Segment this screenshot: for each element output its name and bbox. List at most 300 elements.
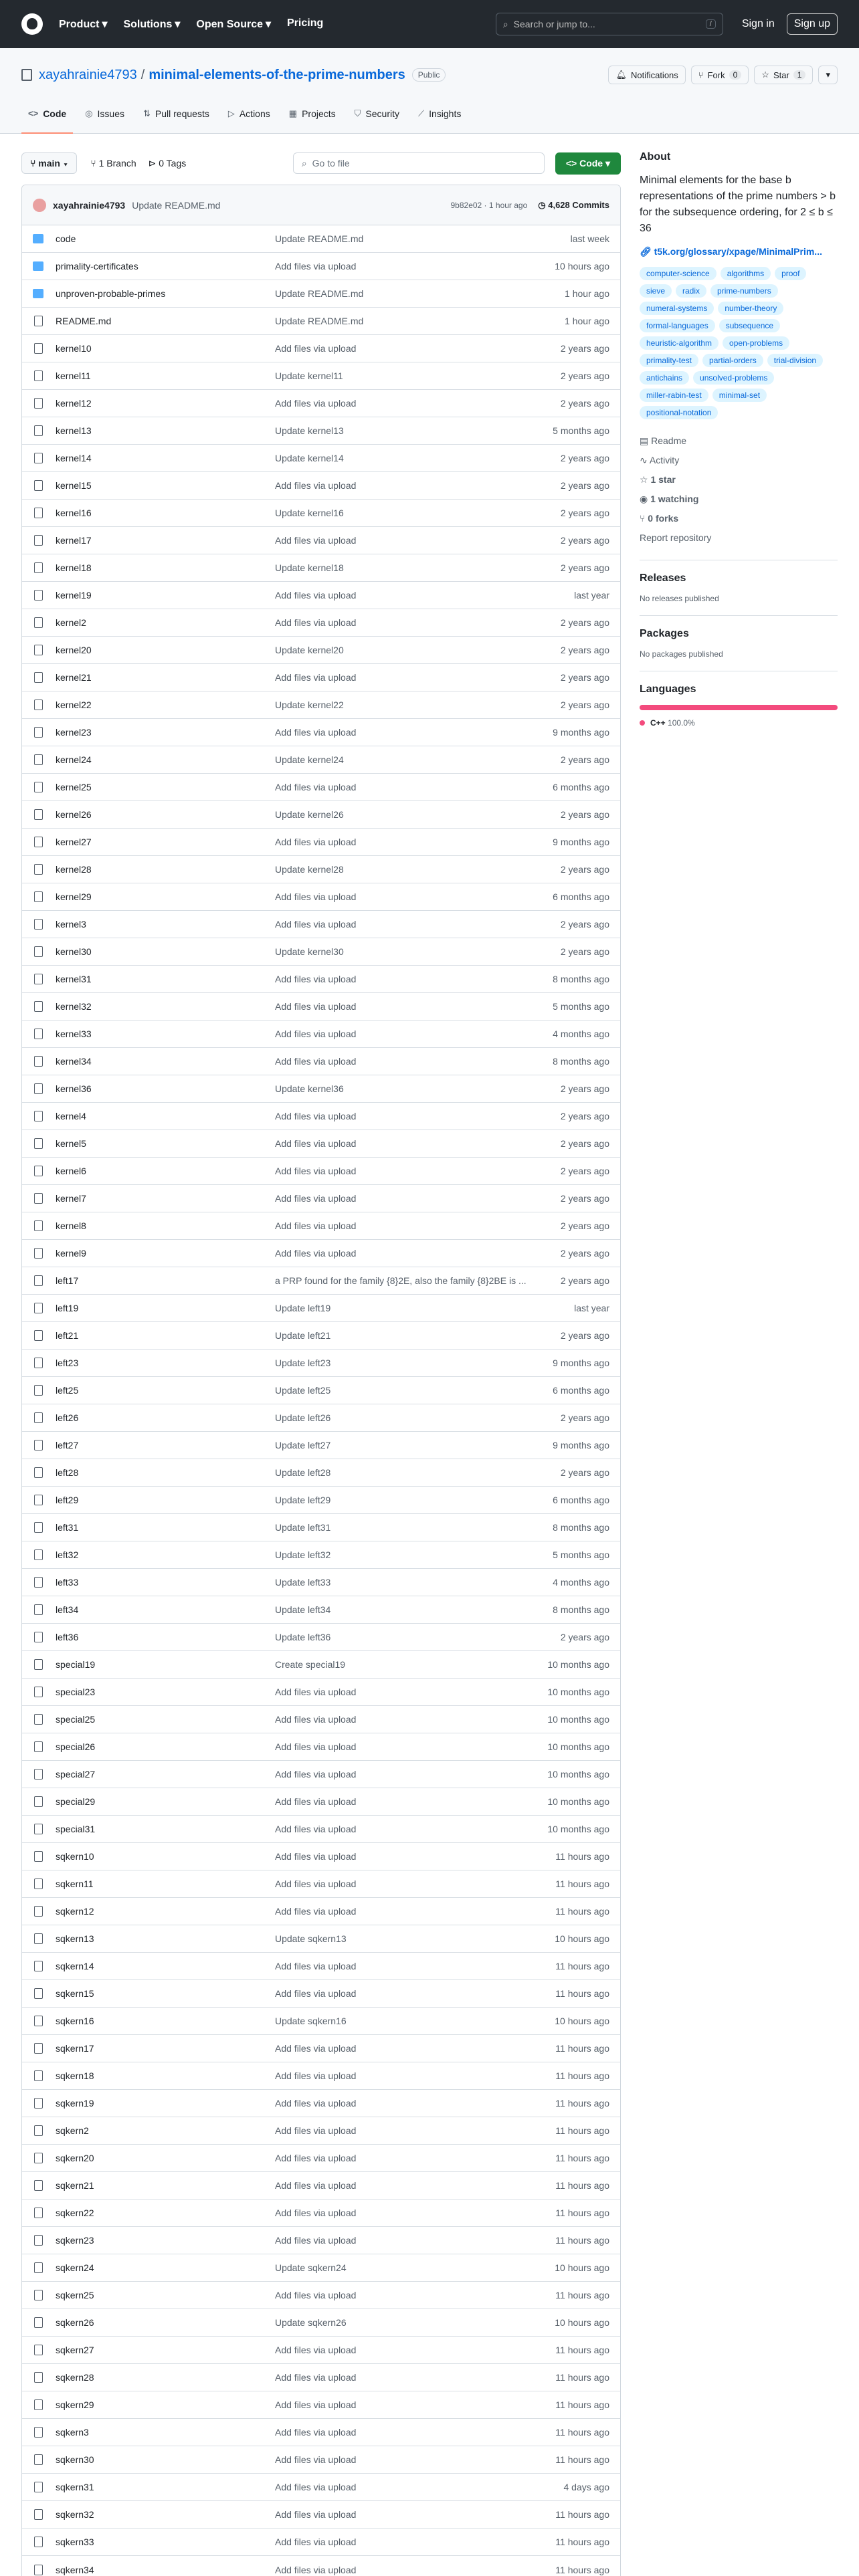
topic-tag[interactable]: formal-languages: [640, 319, 715, 332]
file-name-link[interactable]: kernel20: [56, 645, 92, 655]
file-commit-message[interactable]: Update sqkern13: [275, 1933, 347, 1944]
file-commit-message[interactable]: Add files via upload: [275, 1741, 357, 1752]
table-row[interactable]: [22, 1679, 620, 1706]
file-commit-message[interactable]: Add files via upload: [275, 891, 357, 902]
repo-name-link[interactable]: minimal-elements-of-the-prime-numbers: [149, 67, 405, 82]
file-name-link[interactable]: kernel18: [56, 562, 92, 573]
commit-message[interactable]: Update README.md: [132, 199, 221, 211]
table-row[interactable]: [22, 500, 620, 527]
file-commit-message[interactable]: Add files via upload: [275, 2454, 357, 2465]
file-name-link[interactable]: kernel26: [56, 809, 92, 820]
file-name-link[interactable]: kernel7: [56, 1193, 86, 1204]
topic-tag[interactable]: open-problems: [723, 336, 789, 350]
file-name-link[interactable]: primality-certificates: [56, 261, 138, 272]
file-name-link[interactable]: kernel31: [56, 974, 92, 984]
file-name-link[interactable]: special23: [56, 1687, 96, 1697]
file-commit-message[interactable]: Update kernel28: [275, 864, 344, 875]
file-name-link[interactable]: kernel15: [56, 480, 92, 491]
file-name-link[interactable]: sqkern20: [56, 2153, 94, 2163]
table-row[interactable]: [22, 1651, 620, 1679]
table-row[interactable]: [22, 1843, 620, 1870]
tab-insights[interactable]: [411, 104, 468, 134]
file-commit-message[interactable]: Update README.md: [275, 316, 364, 326]
file-commit-message[interactable]: Add files via upload: [275, 2098, 357, 2109]
nav-open-source[interactable]: [196, 17, 271, 31]
topic-tag[interactable]: numeral-systems: [640, 302, 714, 315]
file-name-link[interactable]: unproven-probable-primes: [56, 288, 166, 299]
table-row[interactable]: [22, 2254, 620, 2282]
topic-tag[interactable]: trial-division: [767, 354, 823, 367]
file-name-link[interactable]: sqkern16: [56, 2016, 94, 2026]
file-commit-message[interactable]: Add files via upload: [275, 398, 357, 409]
table-row[interactable]: [22, 856, 620, 883]
tab-actions[interactable]: [221, 104, 277, 134]
file-commit-message[interactable]: Add files via upload: [275, 1879, 357, 1889]
file-name-link[interactable]: special29: [56, 1796, 96, 1807]
table-row[interactable]: [22, 2117, 620, 2145]
report-repository-link[interactable]: Report repository: [640, 532, 712, 543]
table-row[interactable]: [22, 2474, 620, 2501]
file-name-link[interactable]: kernel23: [56, 727, 92, 738]
file-commit-message[interactable]: Add files via upload: [275, 974, 357, 984]
repo-owner-link[interactable]: xayahrainie4793: [39, 67, 137, 82]
file-name-link[interactable]: left32: [56, 1549, 79, 1560]
table-row[interactable]: [22, 1953, 620, 1980]
table-row[interactable]: [22, 335, 620, 362]
file-name-link[interactable]: kernel4: [56, 1111, 86, 1121]
file-commit-message[interactable]: Update left25: [275, 1385, 331, 1396]
table-row[interactable]: [22, 1185, 620, 1212]
topic-tag[interactable]: positional-notation: [640, 406, 718, 419]
topic-tag[interactable]: proof: [775, 267, 806, 280]
file-commit-message[interactable]: Add files via upload: [275, 2043, 357, 2054]
file-name-link[interactable]: kernel19: [56, 590, 92, 601]
file-commit-message[interactable]: Update kernel11: [275, 370, 343, 381]
table-row[interactable]: [22, 2035, 620, 2062]
table-row[interactable]: [22, 2227, 620, 2254]
file-name-link[interactable]: left17: [56, 1275, 79, 1286]
table-row[interactable]: [22, 1487, 620, 1514]
file-name-link[interactable]: left25: [56, 1385, 79, 1396]
file-commit-message[interactable]: Add files via upload: [275, 1193, 357, 1204]
table-row[interactable]: [22, 1706, 620, 1733]
nav-product[interactable]: [59, 17, 107, 31]
table-row[interactable]: [22, 1980, 620, 2008]
file-name-link[interactable]: kernel36: [56, 1083, 92, 1094]
file-commit-message[interactable]: Add files via upload: [275, 2427, 357, 2438]
file-name-link[interactable]: sqkern11: [56, 1879, 94, 1889]
file-commit-message[interactable]: Update README.md: [275, 233, 364, 244]
file-name-link[interactable]: sqkern25: [56, 2290, 94, 2300]
file-commit-message[interactable]: Add files via upload: [275, 1248, 357, 1259]
file-commit-message[interactable]: Update kernel26: [275, 809, 344, 820]
file-commit-message[interactable]: Add files via upload: [275, 1056, 357, 1067]
file-name-link[interactable]: sqkern31: [56, 2482, 94, 2492]
table-row[interactable]: [22, 1130, 620, 1158]
topic-tag[interactable]: sieve: [640, 284, 672, 298]
stars-link[interactable]: [640, 470, 838, 490]
readme-link[interactable]: [640, 431, 838, 451]
branches-link[interactable]: [90, 158, 136, 169]
tab-security[interactable]: [348, 104, 406, 134]
table-row[interactable]: [22, 1048, 620, 1075]
table-row[interactable]: [22, 801, 620, 829]
fork-button[interactable]: [691, 66, 749, 84]
file-commit-message[interactable]: Update kernel30: [275, 946, 344, 957]
file-name-link[interactable]: sqkern29: [56, 2399, 94, 2410]
file-name-link[interactable]: kernel17: [56, 535, 92, 546]
file-commit-message[interactable]: Add files via upload: [275, 1851, 357, 1862]
table-row[interactable]: [22, 746, 620, 774]
table-row[interactable]: [22, 253, 620, 280]
table-row[interactable]: [22, 1103, 620, 1130]
file-commit-message[interactable]: Create special19: [275, 1659, 346, 1670]
file-commit-message[interactable]: Add files via upload: [275, 1714, 357, 1725]
table-row[interactable]: [22, 2446, 620, 2474]
table-row[interactable]: [22, 637, 620, 664]
table-row[interactable]: [22, 993, 620, 1021]
table-row[interactable]: [22, 911, 620, 938]
file-commit-message[interactable]: Add files via upload: [275, 1220, 357, 1231]
file-name-link[interactable]: sqkern28: [56, 2372, 94, 2383]
file-commit-message[interactable]: Add files via upload: [275, 1001, 357, 1012]
file-name-link[interactable]: kernel10: [56, 343, 92, 354]
topic-tag[interactable]: computer-science: [640, 267, 717, 280]
github-logo-icon[interactable]: [21, 13, 43, 35]
topic-tag[interactable]: number-theory: [718, 302, 783, 315]
file-name-link[interactable]: sqkern2: [56, 2125, 89, 2136]
table-row[interactable]: [22, 1816, 620, 1843]
file-name-link[interactable]: kernel32: [56, 1001, 92, 1012]
file-commit-message[interactable]: Update left33: [275, 1577, 331, 1588]
file-commit-message[interactable]: Add files via upload: [275, 1988, 357, 1999]
file-name-link[interactable]: sqkern27: [56, 2345, 94, 2355]
file-commit-message[interactable]: Add files via upload: [275, 1687, 357, 1697]
file-name-link[interactable]: sqkern34: [56, 2564, 94, 2575]
table-row[interactable]: [22, 2364, 620, 2391]
file-commit-message[interactable]: Add files via upload: [275, 480, 357, 491]
topic-tag[interactable]: radix: [676, 284, 706, 298]
file-name-link[interactable]: sqkern14: [56, 1961, 94, 1971]
table-row[interactable]: [22, 1322, 620, 1350]
table-row[interactable]: [22, 362, 620, 390]
file-name-link[interactable]: special25: [56, 1714, 96, 1725]
nav-pricing[interactable]: Pricing: [287, 17, 324, 29]
table-row[interactable]: [22, 1158, 620, 1185]
forks-link[interactable]: [640, 509, 838, 528]
table-row[interactable]: [22, 2391, 620, 2419]
file-commit-message[interactable]: Add files via upload: [275, 343, 357, 354]
file-commit-message[interactable]: Add files via upload: [275, 2564, 357, 2575]
file-name-link[interactable]: kernel25: [56, 782, 92, 792]
file-name-link[interactable]: sqkern17: [56, 2043, 94, 2054]
file-name-link[interactable]: left26: [56, 1412, 79, 1423]
file-commit-message[interactable]: Add files via upload: [275, 2345, 357, 2355]
table-row[interactable]: [22, 2090, 620, 2117]
file-commit-message[interactable]: Update sqkern16: [275, 2016, 347, 2026]
table-row[interactable]: [22, 1350, 620, 1377]
table-row[interactable]: [22, 691, 620, 719]
file-commit-message[interactable]: Update left26: [275, 1412, 331, 1423]
file-name-link[interactable]: left29: [56, 1495, 79, 1505]
table-row[interactable]: [22, 883, 620, 911]
tab-issues[interactable]: [78, 104, 131, 134]
sign-up-button[interactable]: Sign up: [787, 13, 838, 35]
file-commit-message[interactable]: Update kernel16: [275, 508, 344, 518]
file-name-link[interactable]: left19: [56, 1303, 79, 1313]
table-row[interactable]: [22, 2008, 620, 2035]
table-row[interactable]: [22, 1021, 620, 1048]
file-commit-message[interactable]: Update kernel13: [275, 425, 344, 436]
table-row[interactable]: [22, 1788, 620, 1816]
homepage-link[interactable]: [640, 246, 838, 257]
table-row[interactable]: [22, 2199, 620, 2227]
topic-tag[interactable]: algorithms: [721, 267, 771, 280]
file-name-link[interactable]: kernel9: [56, 1248, 86, 1259]
file-name-link[interactable]: kernel28: [56, 864, 92, 875]
table-row[interactable]: [22, 280, 620, 308]
commits-count-link[interactable]: [538, 200, 609, 211]
table-row[interactable]: [22, 1596, 620, 1624]
topic-tag[interactable]: heuristic-algorithm: [640, 336, 719, 350]
file-name-link[interactable]: kernel34: [56, 1056, 92, 1067]
table-row[interactable]: [22, 2337, 620, 2364]
file-commit-message[interactable]: Add files via upload: [275, 2125, 357, 2136]
table-row[interactable]: [22, 664, 620, 691]
table-row[interactable]: [22, 938, 620, 966]
file-commit-message[interactable]: Add files via upload: [275, 2399, 357, 2410]
file-commit-message[interactable]: Add files via upload: [275, 1029, 357, 1039]
file-name-link[interactable]: sqkern22: [56, 2208, 94, 2218]
file-commit-message[interactable]: Add files via upload: [275, 2153, 357, 2163]
commit-author[interactable]: xayahrainie4793: [53, 199, 126, 211]
notifications-button[interactable]: [608, 66, 685, 84]
topic-tag[interactable]: prime-numbers: [710, 284, 778, 298]
table-row[interactable]: [22, 582, 620, 609]
activity-link[interactable]: [640, 451, 838, 470]
releases-heading[interactable]: Releases: [640, 572, 686, 584]
file-commit-message[interactable]: Update left27: [275, 1440, 331, 1451]
file-commit-message[interactable]: Add files via upload: [275, 1824, 357, 1834]
file-commit-message[interactable]: Update left21: [275, 1330, 331, 1341]
file-commit-message[interactable]: Add files via upload: [275, 1906, 357, 1917]
table-row[interactable]: [22, 774, 620, 801]
file-name-link[interactable]: kernel3: [56, 919, 86, 930]
file-commit-message[interactable]: Add files via upload: [275, 1166, 357, 1176]
table-row[interactable]: [22, 417, 620, 445]
file-name-link[interactable]: kernel30: [56, 946, 92, 957]
file-commit-message[interactable]: Add files via upload: [275, 2372, 357, 2383]
table-row[interactable]: [22, 2556, 620, 2576]
table-row[interactable]: [22, 390, 620, 417]
file-commit-message[interactable]: Add files via upload: [275, 2235, 357, 2246]
table-row[interactable]: [22, 2172, 620, 2199]
branch-select[interactable]: [21, 152, 77, 174]
file-commit-message[interactable]: Add files via upload: [275, 837, 357, 847]
file-name-link[interactable]: kernel13: [56, 425, 92, 436]
language-item[interactable]: [640, 718, 838, 728]
file-commit-message[interactable]: Add files via upload: [275, 782, 357, 792]
file-commit-message[interactable]: Add files via upload: [275, 727, 357, 738]
table-row[interactable]: [22, 225, 620, 253]
nav-solutions[interactable]: [123, 17, 180, 31]
table-row[interactable]: [22, 1404, 620, 1432]
table-row[interactable]: [22, 1624, 620, 1651]
table-row[interactable]: [22, 308, 620, 335]
file-commit-message[interactable]: Update left36: [275, 1632, 331, 1642]
table-row[interactable]: [22, 472, 620, 500]
file-commit-message[interactable]: Add files via upload: [275, 535, 357, 546]
table-row[interactable]: [22, 1925, 620, 1953]
tags-link[interactable]: [149, 158, 187, 169]
file-name-link[interactable]: special19: [56, 1659, 96, 1670]
file-commit-message[interactable]: Update sqkern26: [275, 2317, 347, 2328]
file-name-link[interactable]: kernel11: [56, 370, 91, 381]
table-row[interactable]: [22, 1870, 620, 1898]
tab-pull-requests[interactable]: [136, 104, 216, 134]
file-name-link[interactable]: kernel22: [56, 700, 92, 710]
table-row[interactable]: [22, 2419, 620, 2446]
table-row[interactable]: [22, 1075, 620, 1103]
file-commit-message[interactable]: Add files via upload: [275, 672, 357, 683]
topic-tag[interactable]: primality-test: [640, 354, 698, 367]
file-commit-message[interactable]: Update kernel22: [275, 700, 344, 710]
file-name-link[interactable]: left31: [56, 1522, 79, 1533]
file-commit-message[interactable]: Add files via upload: [275, 2537, 357, 2547]
table-row[interactable]: [22, 1212, 620, 1240]
file-commit-message[interactable]: Add files via upload: [275, 2070, 357, 2081]
file-name-link[interactable]: special27: [56, 1769, 96, 1780]
table-row[interactable]: [22, 1295, 620, 1322]
table-row[interactable]: [22, 1761, 620, 1788]
file-commit-message[interactable]: Update left19: [275, 1303, 331, 1313]
table-row[interactable]: [22, 2145, 620, 2172]
file-commit-message[interactable]: Update left23: [275, 1358, 331, 1368]
file-name-link[interactable]: left33: [56, 1577, 79, 1588]
file-commit-message[interactable]: Add files via upload: [275, 617, 357, 628]
file-commit-message[interactable]: Add files via upload: [275, 919, 357, 930]
sign-in-link[interactable]: Sign in: [741, 18, 775, 29]
file-name-link[interactable]: kernel33: [56, 1029, 92, 1039]
file-commit-message[interactable]: Add files via upload: [275, 1111, 357, 1121]
file-commit-message[interactable]: Update README.md: [275, 288, 364, 299]
file-commit-message[interactable]: Update kernel24: [275, 754, 344, 765]
file-commit-message[interactable]: Update left28: [275, 1467, 331, 1478]
table-row[interactable]: [22, 1240, 620, 1267]
watchers-link[interactable]: [640, 490, 838, 509]
file-name-link[interactable]: special31: [56, 1824, 96, 1834]
table-row[interactable]: [22, 1459, 620, 1487]
topic-tag[interactable]: subsequence: [719, 319, 780, 332]
file-name-link[interactable]: sqkern15: [56, 1988, 94, 1999]
file-name-link[interactable]: sqkern24: [56, 2262, 94, 2273]
file-name-link[interactable]: sqkern12: [56, 1906, 94, 1917]
file-name-link[interactable]: kernel29: [56, 891, 92, 902]
table-row[interactable]: [22, 2282, 620, 2309]
file-name-link[interactable]: kernel12: [56, 398, 92, 409]
file-commit-message[interactable]: Add files via upload: [275, 2290, 357, 2300]
file-commit-message[interactable]: Add files via upload: [275, 1961, 357, 1971]
table-row[interactable]: [22, 829, 620, 856]
table-row[interactable]: [22, 2062, 620, 2090]
file-name-link[interactable]: sqkern19: [56, 2098, 94, 2109]
table-row[interactable]: [22, 2501, 620, 2529]
file-name-link[interactable]: kernel27: [56, 837, 92, 847]
file-commit-message[interactable]: Update kernel20: [275, 645, 344, 655]
search-input[interactable]: [496, 13, 723, 35]
file-commit-message[interactable]: Add files via upload: [275, 2208, 357, 2218]
file-commit-message[interactable]: Add files via upload: [275, 590, 357, 601]
topic-tag[interactable]: minimal-set: [712, 389, 767, 402]
topic-tag[interactable]: antichains: [640, 371, 689, 385]
file-commit-message[interactable]: Update kernel18: [275, 562, 344, 573]
table-row[interactable]: [22, 966, 620, 993]
file-name-link[interactable]: left36: [56, 1632, 79, 1642]
tab-projects[interactable]: [282, 104, 343, 134]
file-name-link[interactable]: kernel6: [56, 1166, 86, 1176]
star-button[interactable]: [754, 66, 813, 84]
file-name-link[interactable]: sqkern26: [56, 2317, 94, 2328]
tab-code[interactable]: [21, 104, 73, 134]
file-name-link[interactable]: kernel8: [56, 1220, 86, 1231]
go-to-file-input[interactable]: [293, 152, 545, 174]
topic-tag[interactable]: unsolved-problems: [693, 371, 774, 385]
file-commit-message[interactable]: Update left29: [275, 1495, 331, 1505]
table-row[interactable]: [22, 1569, 620, 1596]
table-row[interactable]: [22, 2309, 620, 2337]
file-name-link[interactable]: sqkern18: [56, 2070, 94, 2081]
file-name-link[interactable]: sqkern3: [56, 2427, 89, 2438]
file-commit-message[interactable]: Update left32: [275, 1549, 331, 1560]
file-name-link[interactable]: kernel16: [56, 508, 92, 518]
file-name-link[interactable]: sqkern33: [56, 2537, 94, 2547]
file-name-link[interactable]: kernel14: [56, 453, 92, 463]
file-name-link[interactable]: left28: [56, 1467, 79, 1478]
file-name-link[interactable]: kernel2: [56, 617, 86, 628]
topic-tag[interactable]: partial-orders: [702, 354, 763, 367]
star-dropdown-button[interactable]: [818, 66, 838, 84]
file-name-link[interactable]: sqkern21: [56, 2180, 94, 2191]
file-name-link[interactable]: sqkern13: [56, 1933, 94, 1944]
file-commit-message[interactable]: Add files via upload: [275, 1138, 357, 1149]
file-commit-message[interactable]: Update kernel36: [275, 1083, 344, 1094]
table-row[interactable]: [22, 1267, 620, 1295]
file-commit-message[interactable]: Add files via upload: [275, 1796, 357, 1807]
file-name-link[interactable]: kernel21: [56, 672, 92, 683]
packages-heading[interactable]: Packages: [640, 628, 689, 639]
table-row[interactable]: [22, 1377, 620, 1404]
code-button[interactable]: [555, 152, 621, 175]
table-row[interactable]: [22, 1733, 620, 1761]
file-name-link[interactable]: left27: [56, 1440, 79, 1451]
file-commit-message[interactable]: Add files via upload: [275, 2509, 357, 2520]
file-name-link[interactable]: sqkern23: [56, 2235, 94, 2246]
file-commit-message[interactable]: Add files via upload: [275, 2482, 357, 2492]
file-name-link[interactable]: README.md: [56, 316, 112, 326]
commit-hash-time[interactable]: 9b82e02 · 1 hour ago: [450, 200, 528, 210]
table-row[interactable]: [22, 2529, 620, 2556]
table-row[interactable]: [22, 609, 620, 637]
table-row[interactable]: [22, 1898, 620, 1925]
file-name-link[interactable]: sqkern32: [56, 2509, 94, 2520]
table-row[interactable]: [22, 1541, 620, 1569]
table-row[interactable]: [22, 527, 620, 554]
file-commit-message[interactable]: Update kernel14: [275, 453, 344, 463]
file-commit-message[interactable]: a PRP found for the family {8}2E, also the family {8}2BE is ...: [275, 1275, 527, 1286]
file-commit-message[interactable]: Update sqkern24: [275, 2262, 347, 2273]
file-commit-message[interactable]: Add files via upload: [275, 261, 357, 272]
file-name-link[interactable]: kernel24: [56, 754, 92, 765]
